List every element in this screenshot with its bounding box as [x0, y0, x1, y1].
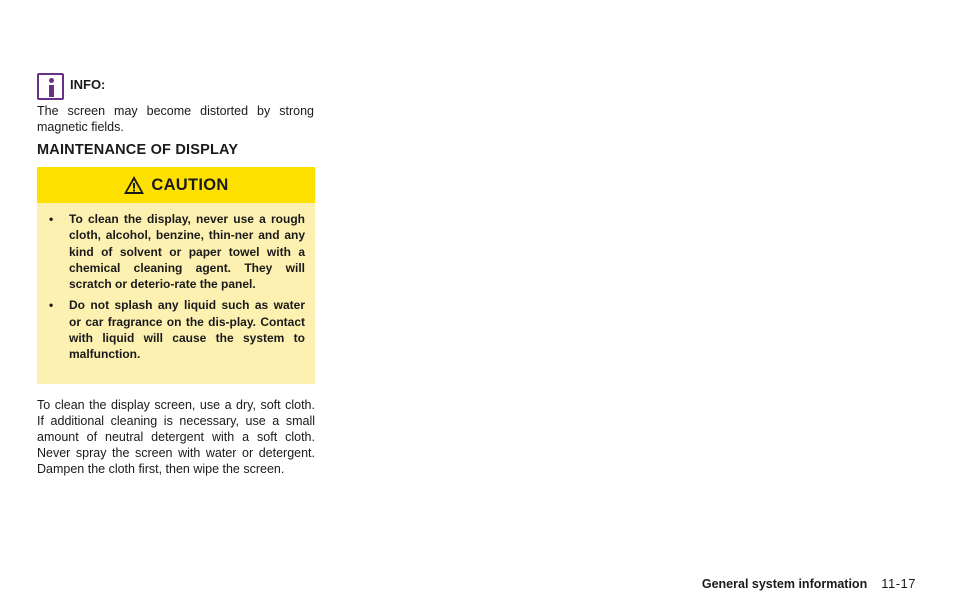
caution-item — [49, 211, 305, 292]
caution-header — [37, 167, 315, 203]
caution-item-text: Do not splash any liquid such as water or car fragrance on the dis-play. Contact with liquid will cause the system to malfunction. — [69, 298, 305, 362]
section-title: MAINTENANCE OF DISPLAY — [37, 142, 239, 158]
info-icon — [37, 73, 64, 100]
caution-item — [49, 297, 305, 362]
caution-box — [37, 167, 315, 384]
caution-title: CAUTION — [151, 175, 229, 194]
warning-triangle-icon — [123, 175, 145, 195]
caution-list — [37, 203, 315, 363]
bullet-icon: • — [49, 212, 54, 226]
page-footer — [702, 576, 916, 591]
page-number: 11-17 — [881, 576, 916, 591]
bullet-icon: • — [49, 298, 54, 313]
body-text: To clean the display screen, use a dry, soft cloth. If additional cleaning is necessary, use a small amount of neutral detergent with a soft cloth. Never spray the screen with water or detergent. Dampen the cloth first, then wipe the screen. — [37, 398, 315, 476]
info-header — [37, 73, 105, 100]
footer-section-name: General system information — [701, 577, 868, 591]
info-text: The screen may become distorted by strong magnetic fields. — [37, 104, 314, 134]
info-label: INFO: — [70, 77, 106, 92]
caution-item-text: To clean the display, never use a rough cloth, alcohol, benzine, thin-ner and any kind of solvent or paper towel with a chemical cleaning agent. They will scratch or deterio-rate the panel. — [69, 212, 305, 292]
